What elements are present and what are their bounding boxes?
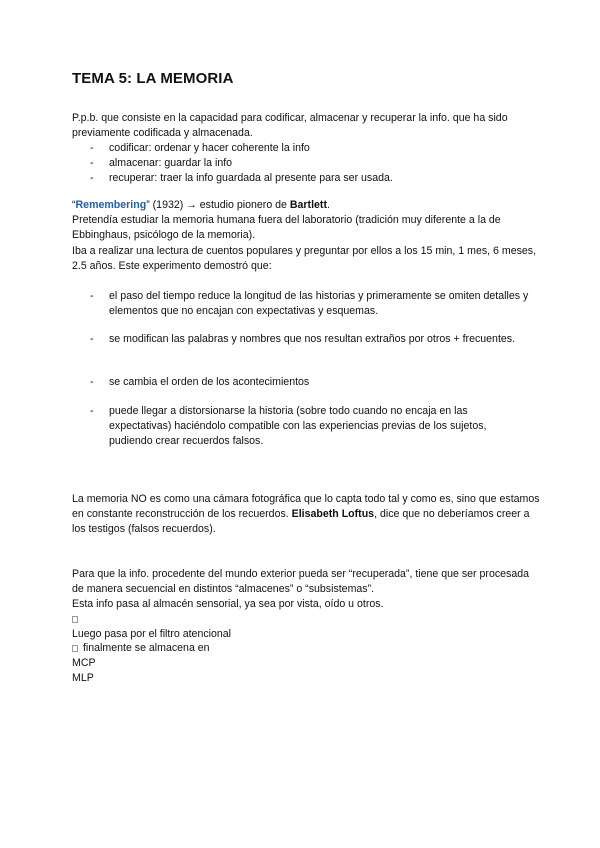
intro-paragraph: P.p.b. que consiste en la capacidad para codificar, almacenar y recuperar la info. que ha sido previamente codificada y almacenada.	[72, 112, 508, 140]
list-dash: -	[90, 172, 94, 184]
missing-glyph-icon	[72, 616, 78, 623]
finding-text: se modifican las palabras y nombres que nos resultan extraños por otros + frecuentes.	[109, 333, 516, 345]
list-item	[90, 332, 530, 347]
finding-text: el paso del tiempo reduce la longitud de las historias y primeramente se omiten detalles y elementos que no encajan con expectativas y esquemas.	[109, 290, 529, 318]
list-item	[90, 289, 530, 319]
list-item-text: recuperar: traer la info guardada al presente para ser usada.	[109, 172, 393, 184]
author-loftus: Elisabeth Loftus	[291, 508, 375, 521]
list-item	[90, 404, 530, 450]
list-dash: -	[90, 290, 94, 302]
list-item	[90, 156, 530, 171]
bartlett-aim-paragraph: Pretendía estudiar la memoria humana fuera del laboratorio (tradición muy diferente a la de Ebbinghaus, psicólogo de la memoria).	[72, 214, 501, 242]
book-title-remembering: Remembering	[75, 199, 147, 211]
list-item-text: almacenar: guardar la info	[109, 157, 233, 169]
missing-glyph-line	[72, 612, 542, 627]
memory-paragraph-end: , dice que no deberíamos creer a los testigos (falsos recuerdos).	[72, 508, 530, 536]
finally-line	[72, 641, 542, 656]
list-item	[90, 141, 530, 156]
list-dash: -	[90, 376, 94, 388]
author-bartlett: Bartlett	[289, 199, 327, 211]
list-dash: -	[90, 333, 94, 345]
list-item-text: codificar: ordenar y hacer coherente la info	[109, 142, 310, 154]
list-dash: -	[90, 142, 94, 154]
finally-text: finalmente se almacena en	[82, 642, 210, 654]
filter-line: Luego pasa por el filtro atencional	[72, 628, 232, 640]
sensory-line: Esta info pasa al almacén sensorial, ya sea por vista, oído u otros.	[72, 598, 384, 610]
missing-glyph-icon	[72, 645, 78, 652]
quote-open: “	[72, 199, 76, 211]
experiment-paragraph: Iba a realizar una lectura de cuentos populares y preguntar por ellos a los 15 min, 1 mes, 6 meses, 2.5 años. Este experimento demostró que:	[72, 245, 537, 273]
list-item	[90, 171, 530, 186]
memory-paragraph	[72, 492, 542, 538]
bartlett-line	[72, 198, 542, 213]
bartlett-line-text: ” (1932) → estudio pionero de	[146, 199, 290, 211]
memory-paragraph-text: La memoria NO es como una cámara fotográfica que lo capta todo tal y como es, sino que estamos en constante reconstrucción de los recuerdos.	[72, 493, 540, 521]
finding-text: se cambia el orden de los acontecimientos	[109, 376, 310, 388]
list-dash: -	[90, 157, 94, 169]
list-item	[90, 375, 530, 390]
bartlett-line-end: .	[326, 199, 330, 211]
page-title: TEMA 5: LA MEMORIA	[72, 70, 234, 87]
finding-text: puede llegar a distorsionarse la historia (sobre todo cuando no encaja en las expectativas) haciéndolo compatible con las experiencias previas de los sujetos, pudiendo crear recuerdos falsos.	[109, 405, 487, 448]
mcp-label: MCP	[72, 657, 96, 669]
list-dash: -	[90, 405, 94, 417]
process-paragraph: Para que la info. procedente del mundo exterior pueda ser “recuperada”, tiene que ser procesada de manera secuencial en distintos “almacenes” o “subsistemas”.	[72, 568, 529, 596]
mlp-label: MLP	[72, 672, 94, 684]
